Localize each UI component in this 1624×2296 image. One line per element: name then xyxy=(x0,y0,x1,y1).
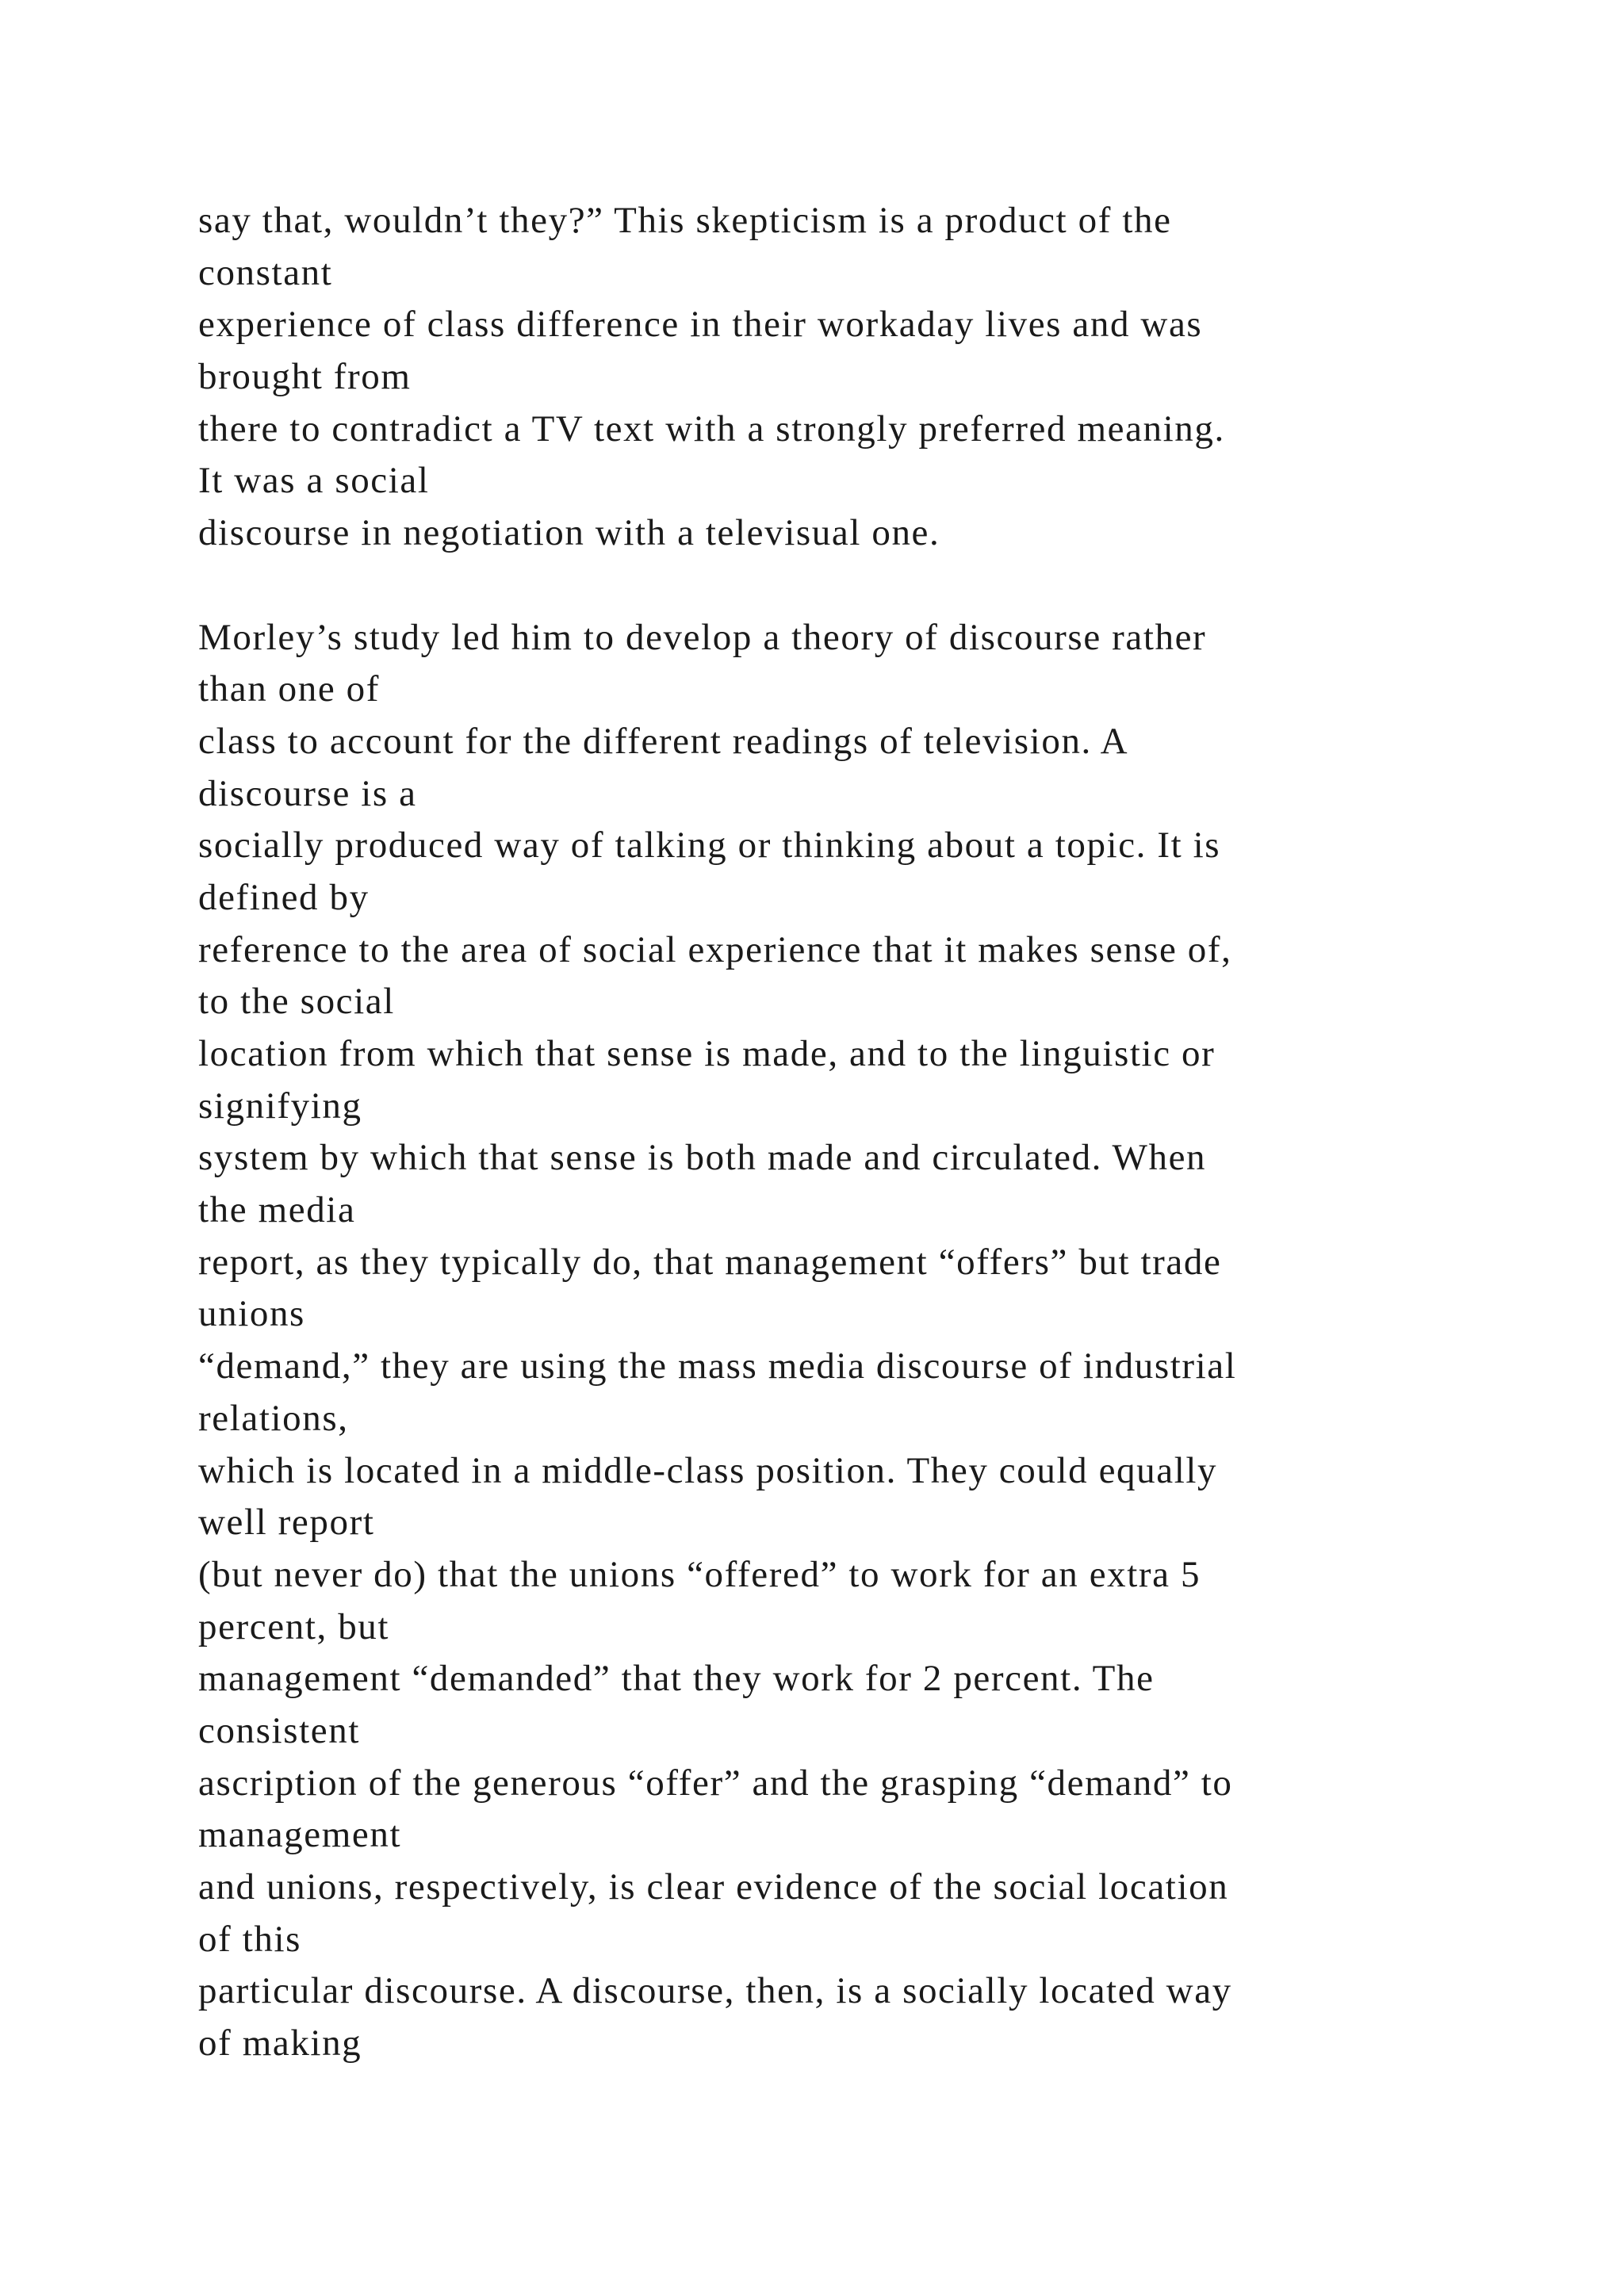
text-line: there to contradict a TV text with a strongly preferred meaning. xyxy=(198,408,1225,450)
paragraph-break xyxy=(198,560,1562,612)
text-line: to the social xyxy=(198,981,395,1023)
text-line: and unions, respectively, is clear evidence of the social location xyxy=(198,1866,1229,1908)
text-line: than one of xyxy=(198,668,381,710)
text-line: (but never do) that the unions “offered” to work for an extra 5 xyxy=(198,1553,1201,1595)
text-line: unions xyxy=(198,1293,305,1335)
text-line: percent, but xyxy=(198,1605,390,1647)
text-line: class to account for the different readings of television. A xyxy=(198,720,1129,762)
text-line: discourse is a xyxy=(198,772,417,814)
text-line: system by which that sense is both made and circulated. When xyxy=(198,1137,1207,1179)
text-line: consistent xyxy=(198,1709,360,1751)
text-line: relations, xyxy=(198,1397,349,1439)
body-text xyxy=(198,195,1562,2070)
text-line: ascription of the generous “offer” and the grasping “demand” to xyxy=(198,1762,1233,1804)
text-line: brought from xyxy=(198,356,412,398)
text-line: well report xyxy=(198,1502,375,1544)
paragraph-1 xyxy=(198,195,1562,560)
text-line: of making xyxy=(198,2022,362,2064)
text-line: signifying xyxy=(198,1085,362,1127)
text-line: socially produced way of talking or thinking about a topic. It is xyxy=(198,825,1221,867)
text-line: It was a social xyxy=(198,460,430,502)
text-line: management xyxy=(198,1814,402,1856)
text-line: location from which that sense is made, and to the linguistic or xyxy=(198,1033,1216,1074)
text-line: experience of class difference in their workaday lives and was xyxy=(198,304,1203,346)
text-line: discourse in negotiation with a televisual one. xyxy=(198,512,940,554)
text-line: management “demanded” that they work for 2 percent. The xyxy=(198,1658,1155,1700)
text-line: reference to the area of social experience that it makes sense of, xyxy=(198,928,1232,970)
text-line: the media xyxy=(198,1189,356,1231)
text-line: constant xyxy=(198,251,333,293)
text-line: which is located in a middle-class position. They could equally xyxy=(198,1449,1218,1491)
text-line: “demand,” they are using the mass media discourse of industrial xyxy=(198,1345,1237,1387)
text-line: report, as they typically do, that management “offers” but trade xyxy=(198,1241,1222,1283)
paragraph-2 xyxy=(198,612,1562,2070)
text-line: particular discourse. A discourse, then, is a socially located way xyxy=(198,1970,1232,2012)
text-line: of this xyxy=(198,1918,302,1960)
text-line: defined by xyxy=(198,876,370,918)
text-line: Morley’s study led him to develop a theory of discourse rather xyxy=(198,616,1207,658)
text-line: say that, wouldn’t they?” This skepticism is a product of the xyxy=(198,200,1172,241)
